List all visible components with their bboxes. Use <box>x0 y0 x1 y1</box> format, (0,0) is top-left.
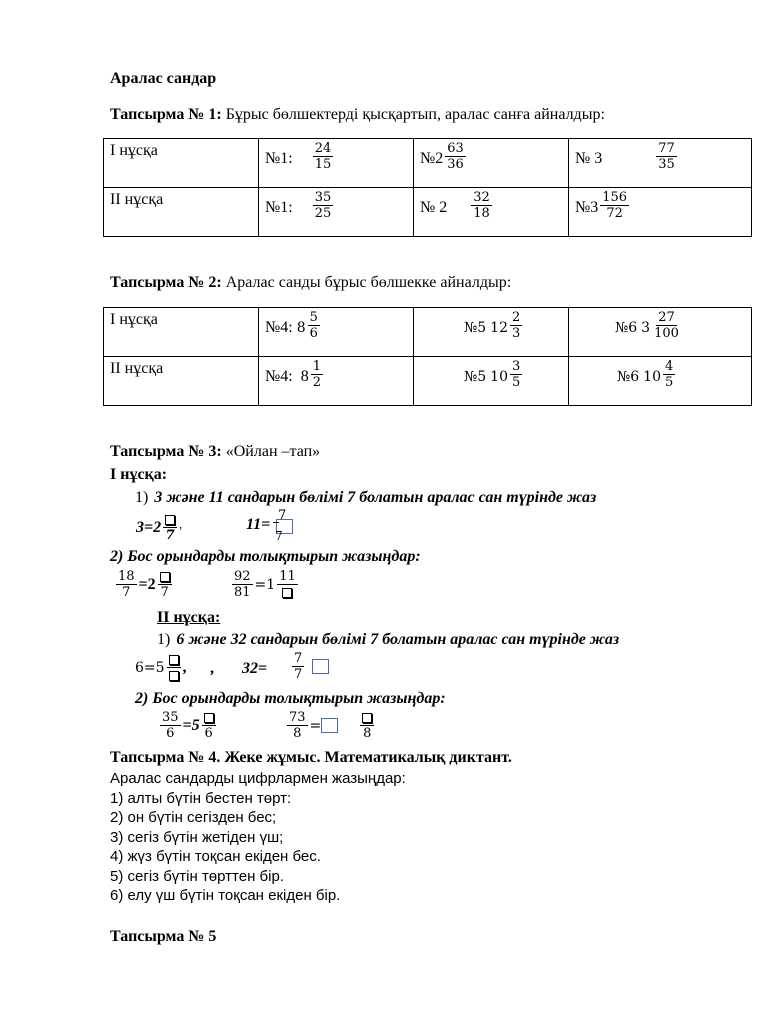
blank-box <box>282 588 292 598</box>
list-item: 5) сегіз бүтін төрттен бір. <box>110 867 284 885</box>
fraction: $\frac{2}{3}$ <box>511 310 521 341</box>
fraction: $\frac{5}{6}$ <box>309 310 318 341</box>
task2-table <box>103 307 752 406</box>
list-item: 1) алты бүтін бестен төрт: <box>110 789 292 807</box>
task4-title: Тапсырма № 4. Жеке жұмыс. Математикалық диктант. <box>110 749 512 766</box>
list-item: 2) он бүтін сегізден бес; <box>110 809 277 826</box>
fraction: $\frac{63}{36}$ <box>447 141 464 172</box>
v1-e2: $\frac{92}{81}$ =1 11 <box>234 569 296 600</box>
task4-body <box>110 769 406 906</box>
v2-eq-b-frac: $\frac{7}{7}$ <box>290 651 329 682</box>
answer-box[interactable] <box>321 718 338 733</box>
list-item: 4) жүз бүтін тоқсан екіден бес. <box>110 848 321 865</box>
fraction: $\frac{156}{72}$ <box>602 190 628 221</box>
task3-label: Тапсырма № 3: <box>110 443 222 460</box>
answer-cell: №6 3 $\frac{27}{100}$ <box>569 308 752 357</box>
blank-box <box>204 713 214 723</box>
answer-cell: №1: $\frac{24}{15}$ <box>259 139 414 188</box>
table-row <box>104 139 752 188</box>
blank-box <box>165 515 175 525</box>
fraction: $\frac{3}{5}$ <box>511 359 521 390</box>
fraction: $\frac{24}{15}$ <box>314 141 332 172</box>
task2-text: Аралас санды бұрыс бөлшекке айналдыр: <box>221 274 512 291</box>
list-item: 6) елу үш бүтін тоқсан екіден бір. <box>110 887 341 904</box>
variant1-heading: I нұсқа: <box>110 466 168 483</box>
answer-cell: №3 $\frac{156}{72}$ <box>569 188 752 237</box>
task1-heading <box>110 106 605 124</box>
variant2-heading: II нұсқа: <box>157 609 221 626</box>
variant-cell: II нұсқа <box>104 188 259 237</box>
answer-cell: № 3 $\frac{77}{35}$ <box>569 139 752 188</box>
v2-eq-b-left: 32= <box>242 660 268 677</box>
table-row <box>104 188 752 237</box>
fraction: $\frac{35}{25}$ <box>314 190 332 221</box>
answer-cell: №5 10 $\frac{3}{5}$ <box>414 357 569 406</box>
variant-cell: I нұсқа <box>104 308 259 357</box>
answer-box[interactable] <box>312 659 329 674</box>
fraction-blank: 7 <box>163 512 177 543</box>
table-row <box>104 357 752 406</box>
v1-item2: 2) Бос орындарды толықтырып жазыңдар: <box>110 548 421 565</box>
v2-e2: $\frac{73}{8}$ = 8 <box>285 710 376 741</box>
blank-box <box>169 655 179 665</box>
answer-cell: №2 $\frac{63}{36}$ <box>414 139 569 188</box>
task5-title: Тапсырма № 5 <box>110 928 217 945</box>
blank-box <box>169 671 179 681</box>
v2-e1: $\frac{35}{6}$ =5 6 <box>158 710 218 741</box>
table-row <box>104 308 752 357</box>
v1-eq-a: 3=2 7 , <box>136 512 182 543</box>
fraction: $\frac{77}{35}$ <box>658 141 675 172</box>
variant-cell: I нұсқа <box>104 139 259 188</box>
answer-cell: №4: 8 $\frac{5}{6}$ <box>259 308 414 357</box>
variant-cell: II нұсқа <box>104 357 259 406</box>
v2-item1: 1) 6 және 32 сандарын бөлімі 7 болатын аралас сан түрінде жаз <box>157 631 620 648</box>
task2-heading <box>110 274 511 292</box>
task4-intro: Аралас сандарды цифрлармен жазыңдар: <box>110 770 406 787</box>
fraction: $\frac{27}{100}$ <box>654 310 679 341</box>
task1-table <box>103 138 752 237</box>
fraction: $\frac{4}{5}$ <box>664 359 674 390</box>
task1-label: Тапсырма № 1: <box>110 106 222 123</box>
page-title: Аралас сандар <box>110 70 217 87</box>
fraction: $\frac{32}{18}$ <box>473 190 490 221</box>
list-item: 3) сегіз бүтін жетіден үш; <box>110 828 284 846</box>
v2-item2: 2) Бос орындарды толықтырып жазыңдар: <box>135 690 446 707</box>
answer-cell: № 2 $\frac{32}{18}$ <box>414 188 569 237</box>
answer-cell: №5 12 $\frac{2}{3}$ <box>414 308 569 357</box>
answer-cell: №1: $\frac{35}{25}$ <box>259 188 414 237</box>
blank-box <box>160 572 170 582</box>
answer-cell: №4: 8 $\frac{1}{2}$ <box>259 357 414 406</box>
blank-box <box>362 713 372 723</box>
task1-text: Бұрыс бөлшектерді қысқартып, аралас санға айналдыр: <box>221 106 605 123</box>
answer-cell: №6 10 $\frac{4}{5}$ <box>569 357 752 406</box>
task3-heading <box>110 443 320 461</box>
v1-e1: $\frac{18}{7}$ =2 7 <box>114 569 174 600</box>
v2-separator: , <box>210 660 214 677</box>
v2-eq-a: 6=5 , <box>135 652 187 683</box>
task3-text: «Ойлан –тап» <box>221 443 321 460</box>
fraction: $\frac{1}{2}$ <box>312 359 321 390</box>
v1-item1: 1) 3 және 11 сандарын бөлімі 7 болатын аралас сан түрінде жаз <box>135 489 597 506</box>
v1-eq-b-left: 11= <box>246 516 271 533</box>
task2-label: Тапсырма № 2: <box>110 274 222 291</box>
